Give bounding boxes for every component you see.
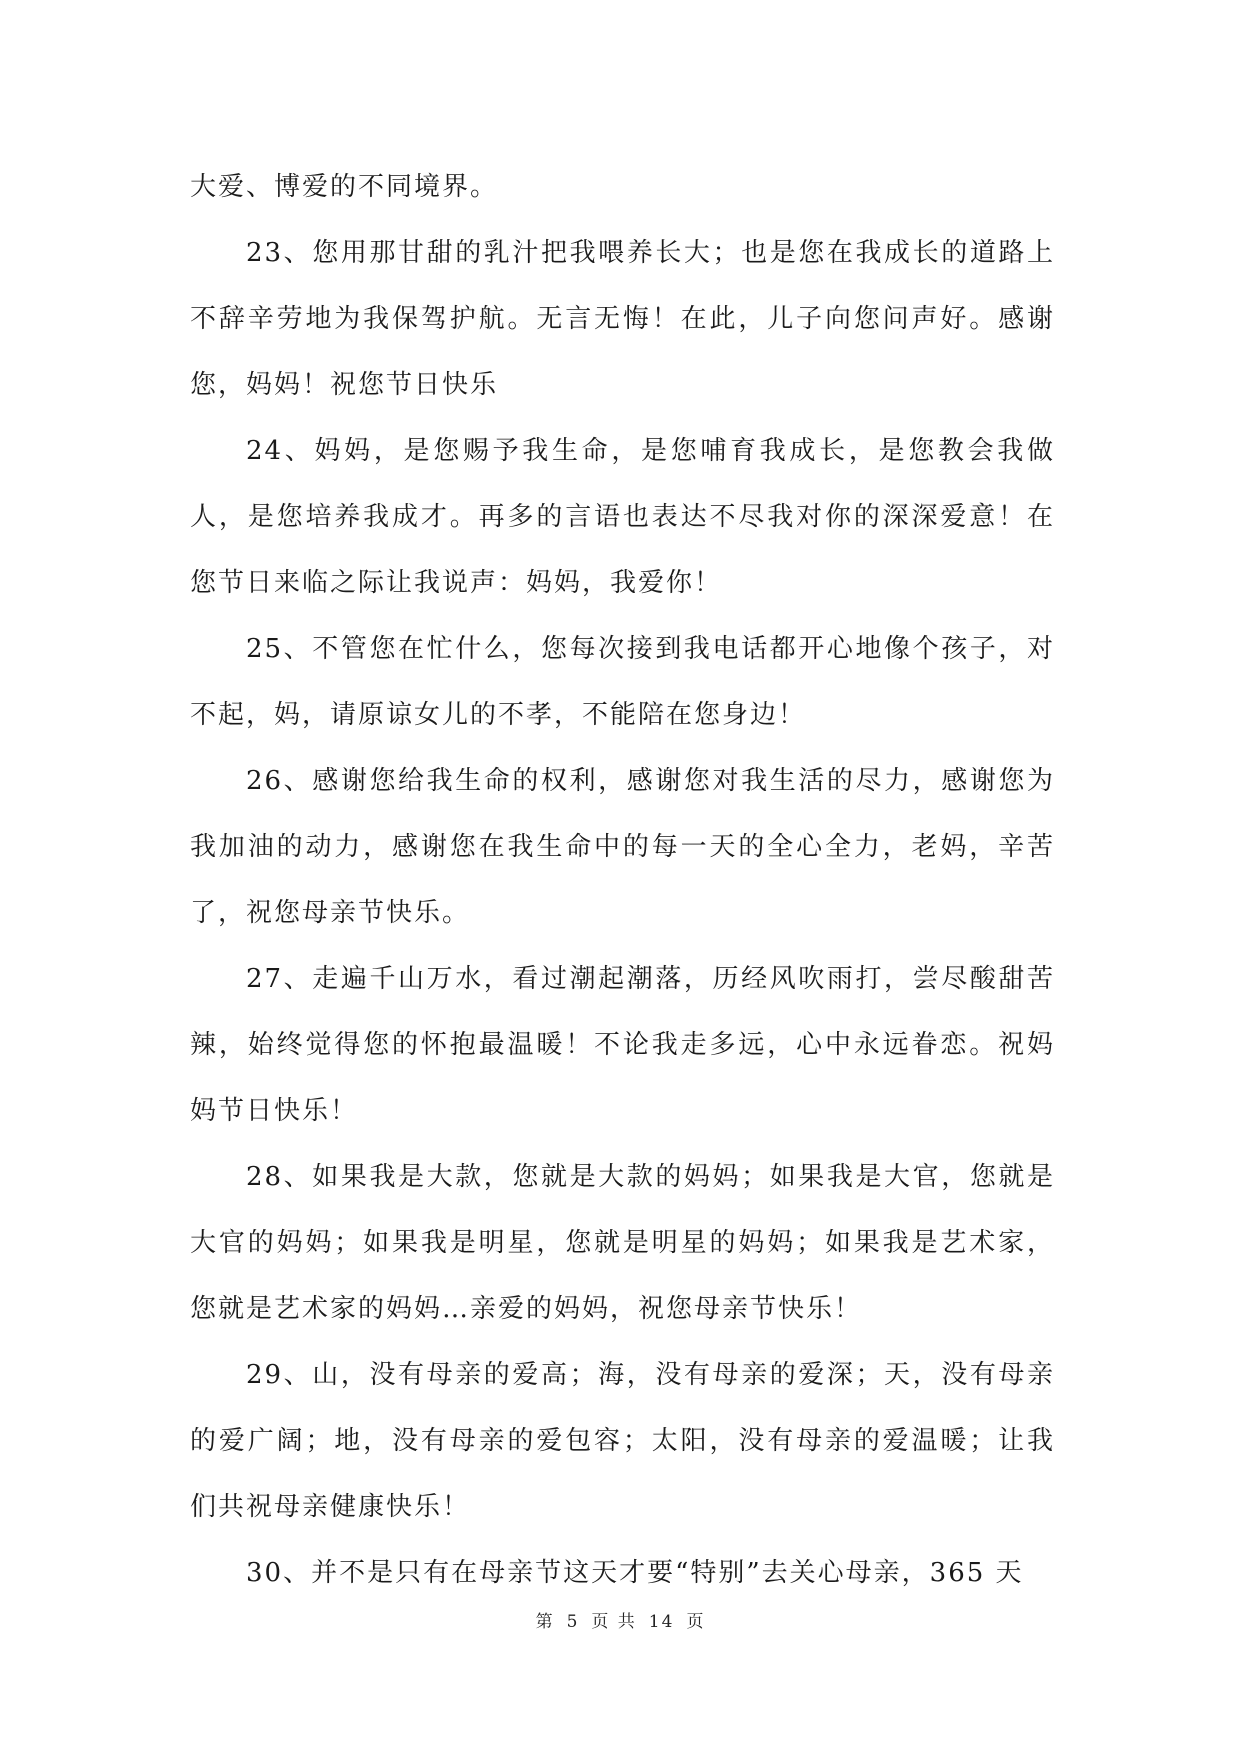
paragraph-30: 30、并不是只有在母亲节这天才要“特别”去关心母亲，365 天 — [246, 1558, 1024, 1588]
page-footer — [0, 1607, 1241, 1632]
footer-prefix: 第 — [535, 1612, 555, 1632]
footer-middle: 页 共 — [591, 1612, 637, 1632]
footer-total-pages: 14 — [648, 1612, 675, 1632]
paragraph-23: 23、您用那甘甜的乳汁把我喂养长大；也是您在我成长的道路上不辞辛劳地为我保驾护航。无言无悔！在此，儿子向您问声好。感谢您，妈妈！祝您节日快乐 — [190, 238, 1055, 400]
paragraph-25: 25、不管您在忙什么，您每次接到我电话都开心地像个孩子，对不起，妈，请原谅女儿的不孝，不能陪在您身边！ — [190, 634, 1055, 730]
paragraph-continuation: 大爱、博爱的不同境界。 — [190, 172, 499, 202]
footer-suffix: 页 — [686, 1612, 706, 1632]
document-body — [190, 154, 1055, 1606]
paragraph-24: 24、妈妈，是您赐予我生命，是您哺育我成长，是您教会我做人，是您培养我成才。再多的言语也表达不尽我对你的深深爱意！在您节日来临之际让我说声：妈妈，我爱你！ — [190, 436, 1055, 598]
paragraph-27: 27、走遍千山万水，看过潮起潮落，历经风吹雨打，尝尽酸甜苦辣，始终觉得您的怀抱最温暖！不论我走多远，心中永远眷恋。祝妈妈节日快乐！ — [190, 964, 1055, 1126]
paragraph-26: 26、感谢您给我生命的权利，感谢您对我生活的尽力，感谢您为我加油的动力，感谢您在我生命中的每一天的全心全力，老妈，辛苦了，祝您母亲节快乐。 — [190, 766, 1055, 928]
paragraph-29: 29、山，没有母亲的爱高；海，没有母亲的爱深；天，没有母亲的爱广阔；地，没有母亲的爱包容；太阳，没有母亲的爱温暖；让我们共祝母亲健康快乐！ — [190, 1360, 1055, 1522]
paragraph-28: 28、如果我是大款，您就是大款的妈妈；如果我是大官，您就是大官的妈妈；如果我是明星，您就是明星的妈妈；如果我是艺术家，您就是艺术家的妈妈…亲爱的妈妈，祝您母亲节快乐！ — [190, 1162, 1055, 1324]
footer-page-number: 5 — [566, 1612, 580, 1632]
